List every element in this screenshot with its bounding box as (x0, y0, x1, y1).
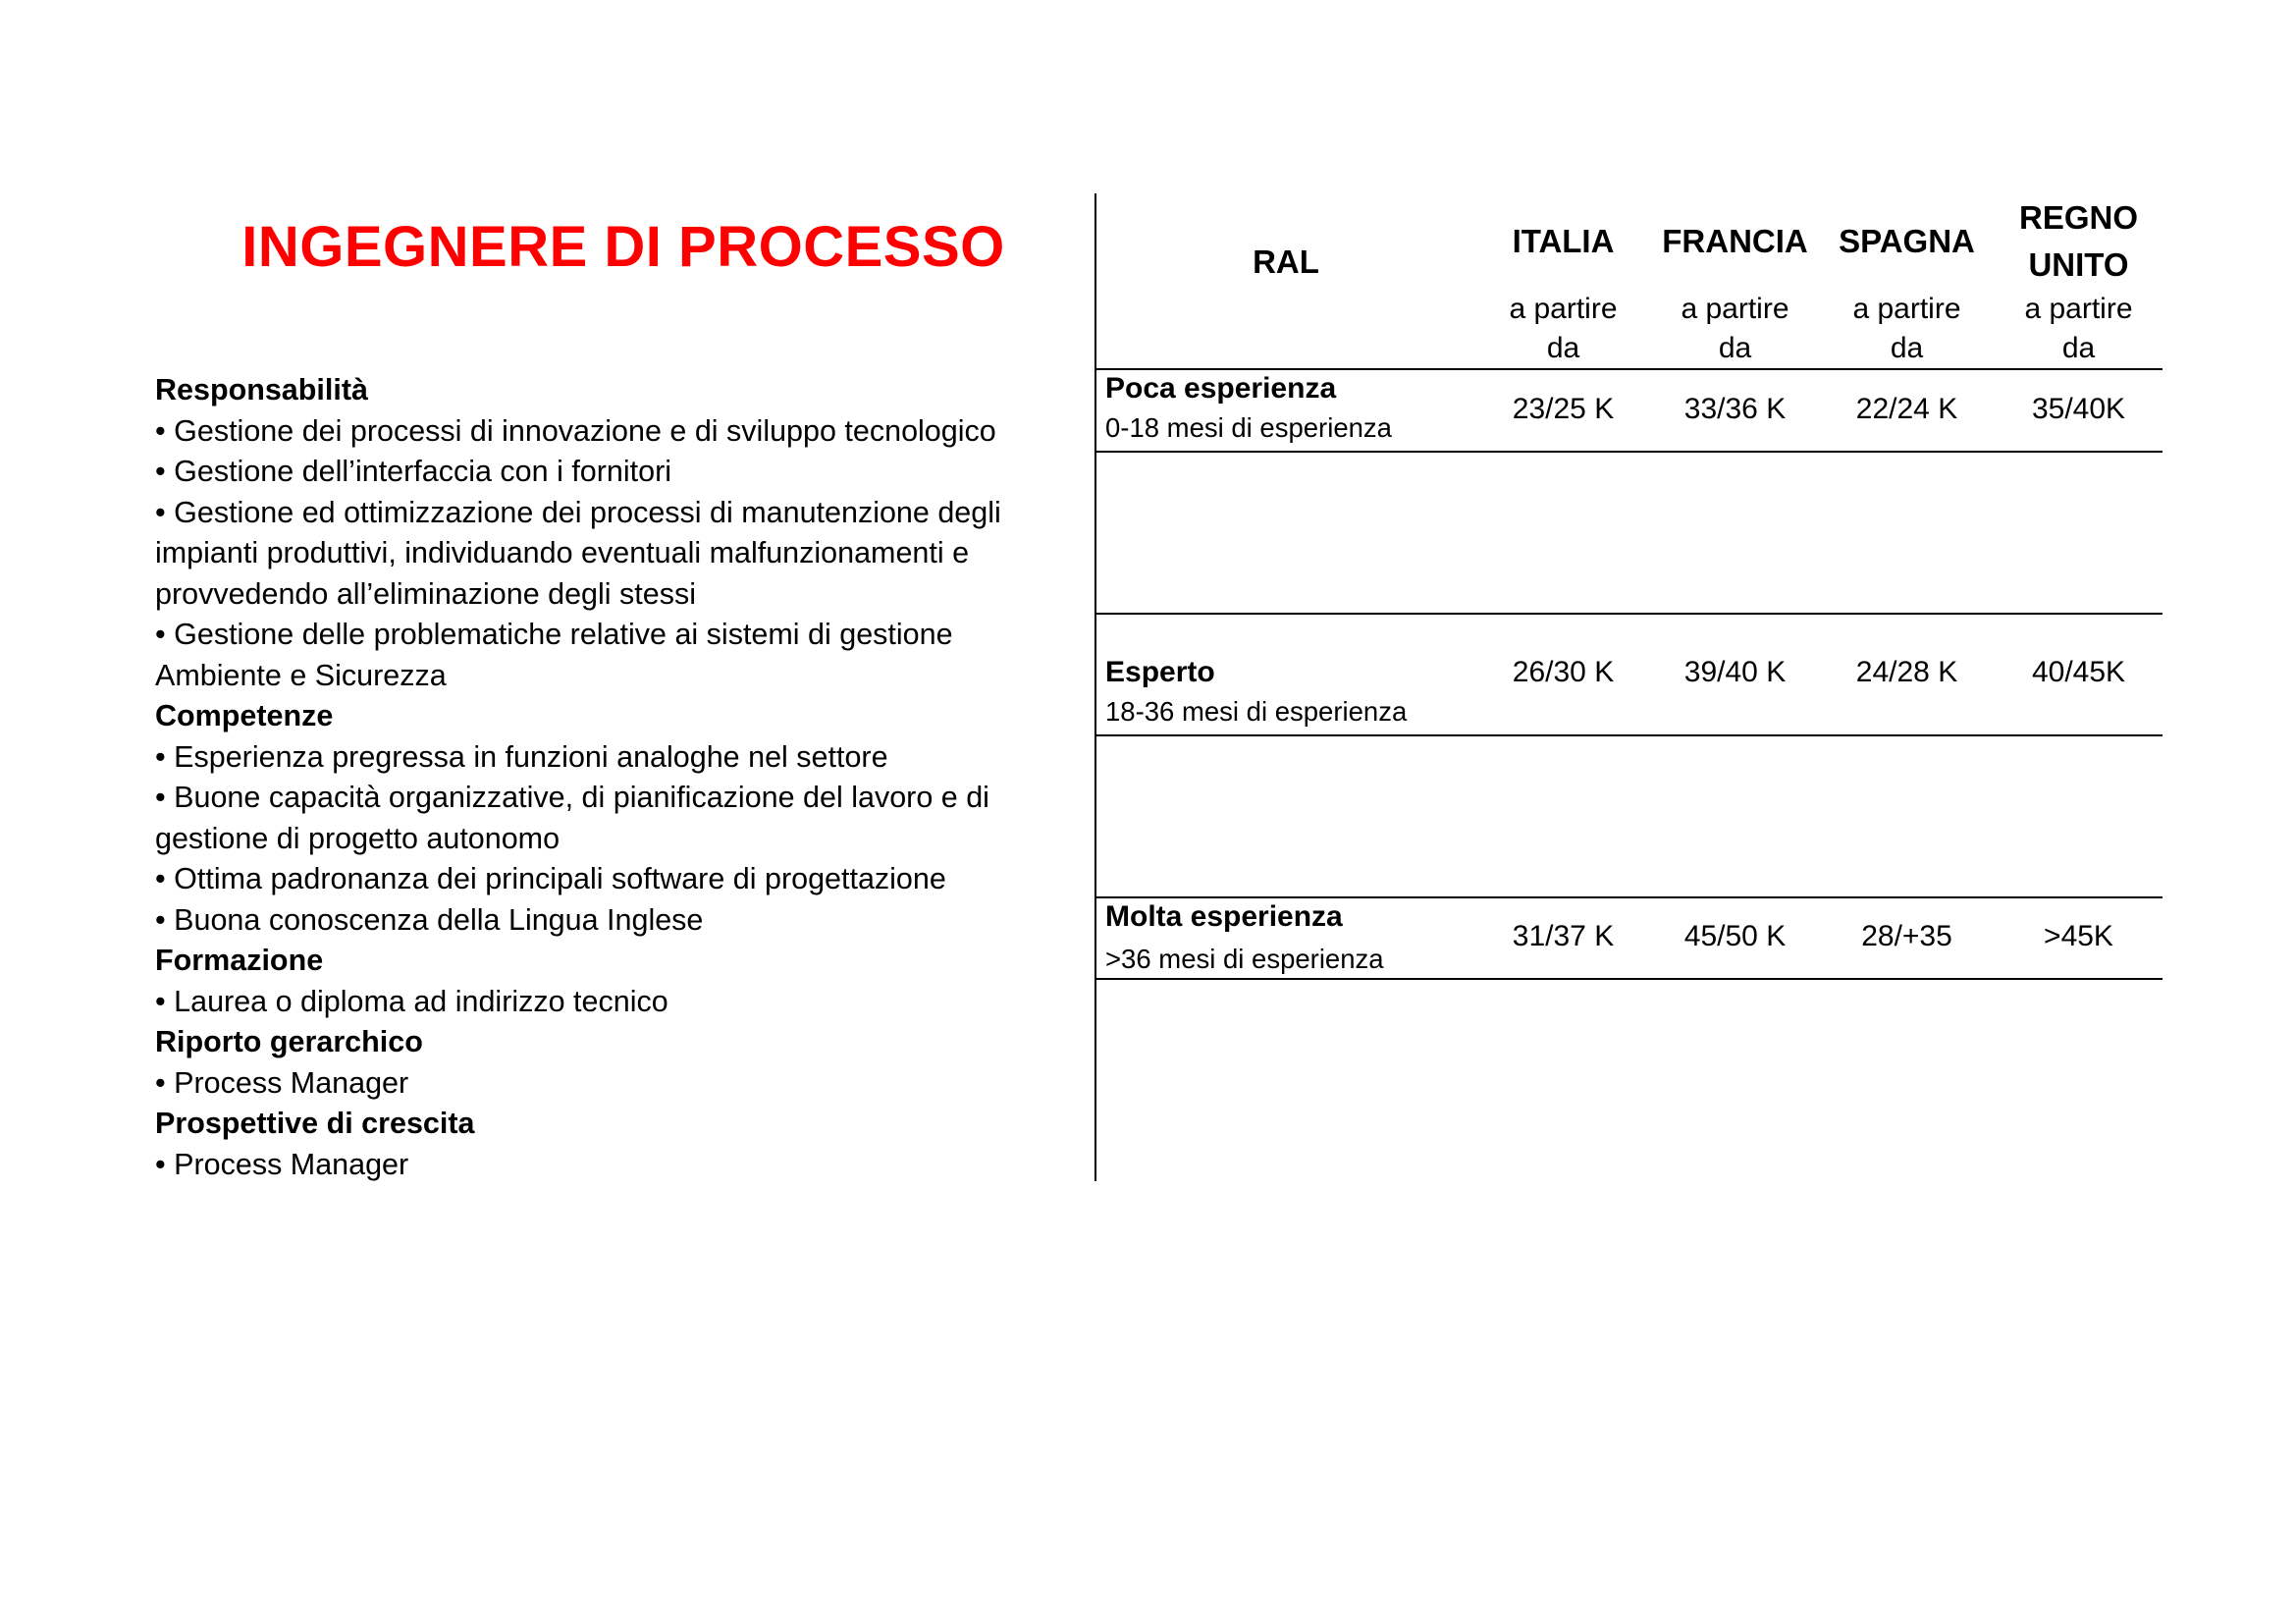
subheader-line: da (1546, 332, 1580, 364)
description-line: • Gestione ed ottimizzazione dei processi di manutenzione degli (155, 495, 1001, 529)
description-line: • Gestione delle problematiche relative ai sistemi di gestione (155, 618, 953, 651)
column-subheader (1821, 290, 1993, 368)
section-heading: Riporto gerarchico (155, 1025, 423, 1058)
column-name: REGNO (2018, 199, 2138, 236)
description-line: • Process Manager (155, 1065, 409, 1100)
row-sublabel: 0-18 mesi di esperienza (1105, 412, 1392, 443)
salary-cell: 28/+35 (1861, 920, 1952, 952)
table-rule (1095, 368, 2163, 370)
salary-cell: >45K (2044, 920, 2113, 952)
salary-cell: 35/40K (2031, 393, 2126, 425)
ral-header: RAL (1253, 244, 1319, 280)
column-subheader (1477, 290, 1649, 368)
column-name: FRANCIA (1662, 223, 1808, 259)
subheader-line: a partire (1852, 293, 1961, 325)
job-description (155, 370, 1039, 1185)
subheader-line: da (1718, 332, 1752, 364)
row-sublabel: >36 mesi di esperienza (1105, 944, 1384, 974)
column-name-line2: UNITO (2028, 246, 2129, 283)
column-header-regno-unito (1993, 194, 2164, 289)
subheader-line: da (2061, 332, 2096, 364)
section-heading: Competenze (155, 699, 334, 732)
table-rule (1095, 613, 2163, 615)
subheader-line: a partire (2024, 293, 2133, 325)
table-rule (1095, 734, 2163, 736)
table-rule (1095, 978, 2163, 980)
subheader-line: a partire (1509, 293, 1618, 325)
subheader-line: a partire (1681, 293, 1789, 325)
description-line: • Process Manager (155, 1147, 409, 1181)
salary-cell: 40/45K (2031, 656, 2126, 688)
section-heading: Formazione (155, 944, 324, 977)
table-divider-vertical (1095, 193, 1096, 1181)
page-title: INGEGNERE DI PROCESSO (241, 215, 1005, 279)
salary-cell: 24/28 K (1855, 656, 1958, 688)
description-line: • Gestione dell’interfaccia con i fornitori (155, 455, 672, 488)
salary-cell: 39/40 K (1683, 656, 1787, 688)
column-name: SPAGNA (1839, 223, 1975, 259)
row-label-poca-esperienza: Poca esperienza (1105, 372, 1337, 405)
subheader-line: da (1890, 332, 1924, 364)
salary-cell: 23/25 K (1512, 393, 1615, 425)
salary-cell: 26/30 K (1512, 656, 1615, 688)
row-label-molta-esperienza: Molta esperienza (1105, 900, 1343, 933)
description-line: • Ottima padronanza dei principali software di progettazione (155, 862, 946, 895)
column-header-italia (1477, 218, 1649, 265)
salary-cell: 45/50 K (1683, 920, 1787, 952)
table-rule (1095, 451, 2163, 453)
description-line: Ambiente e Sicurezza (155, 658, 447, 692)
description-line: impianti produttivi, individuando eventuali malfunzionamenti e (155, 536, 970, 569)
description-line: • Esperienza pregressa in funzioni analoghe nel settore (155, 739, 888, 774)
salary-cell: 22/24 K (1855, 393, 1958, 425)
column-subheader (1993, 290, 2164, 368)
salary-cell: 33/36 K (1683, 393, 1787, 425)
column-header-francia (1649, 218, 1821, 265)
section-heading: Prospettive di crescita (155, 1107, 475, 1140)
salary-cell: 31/37 K (1512, 920, 1615, 952)
table-rule (1095, 896, 2163, 898)
section-heading: Responsabilità (155, 373, 368, 406)
description-line: • Laurea o diploma ad indirizzo tecnico (155, 984, 668, 1018)
row-sublabel: 18-36 mesi di esperienza (1105, 696, 1408, 727)
description-line: provvedendo all’eliminazione degli stessi (155, 576, 697, 611)
column-name: ITALIA (1512, 223, 1615, 259)
row-label-esperto: Esperto (1105, 656, 1215, 688)
description-line: • Gestione dei processi di innovazione e di sviluppo tecnologico (155, 413, 996, 448)
description-line: • Buona conoscenza della Lingua Inglese (155, 902, 704, 937)
description-line: gestione di progetto autonomo (155, 821, 561, 855)
column-header-spagna (1821, 218, 1993, 265)
description-line: • Buone capacità organizzative, di pianificazione del lavoro e di (155, 781, 989, 814)
column-subheader (1649, 290, 1821, 368)
